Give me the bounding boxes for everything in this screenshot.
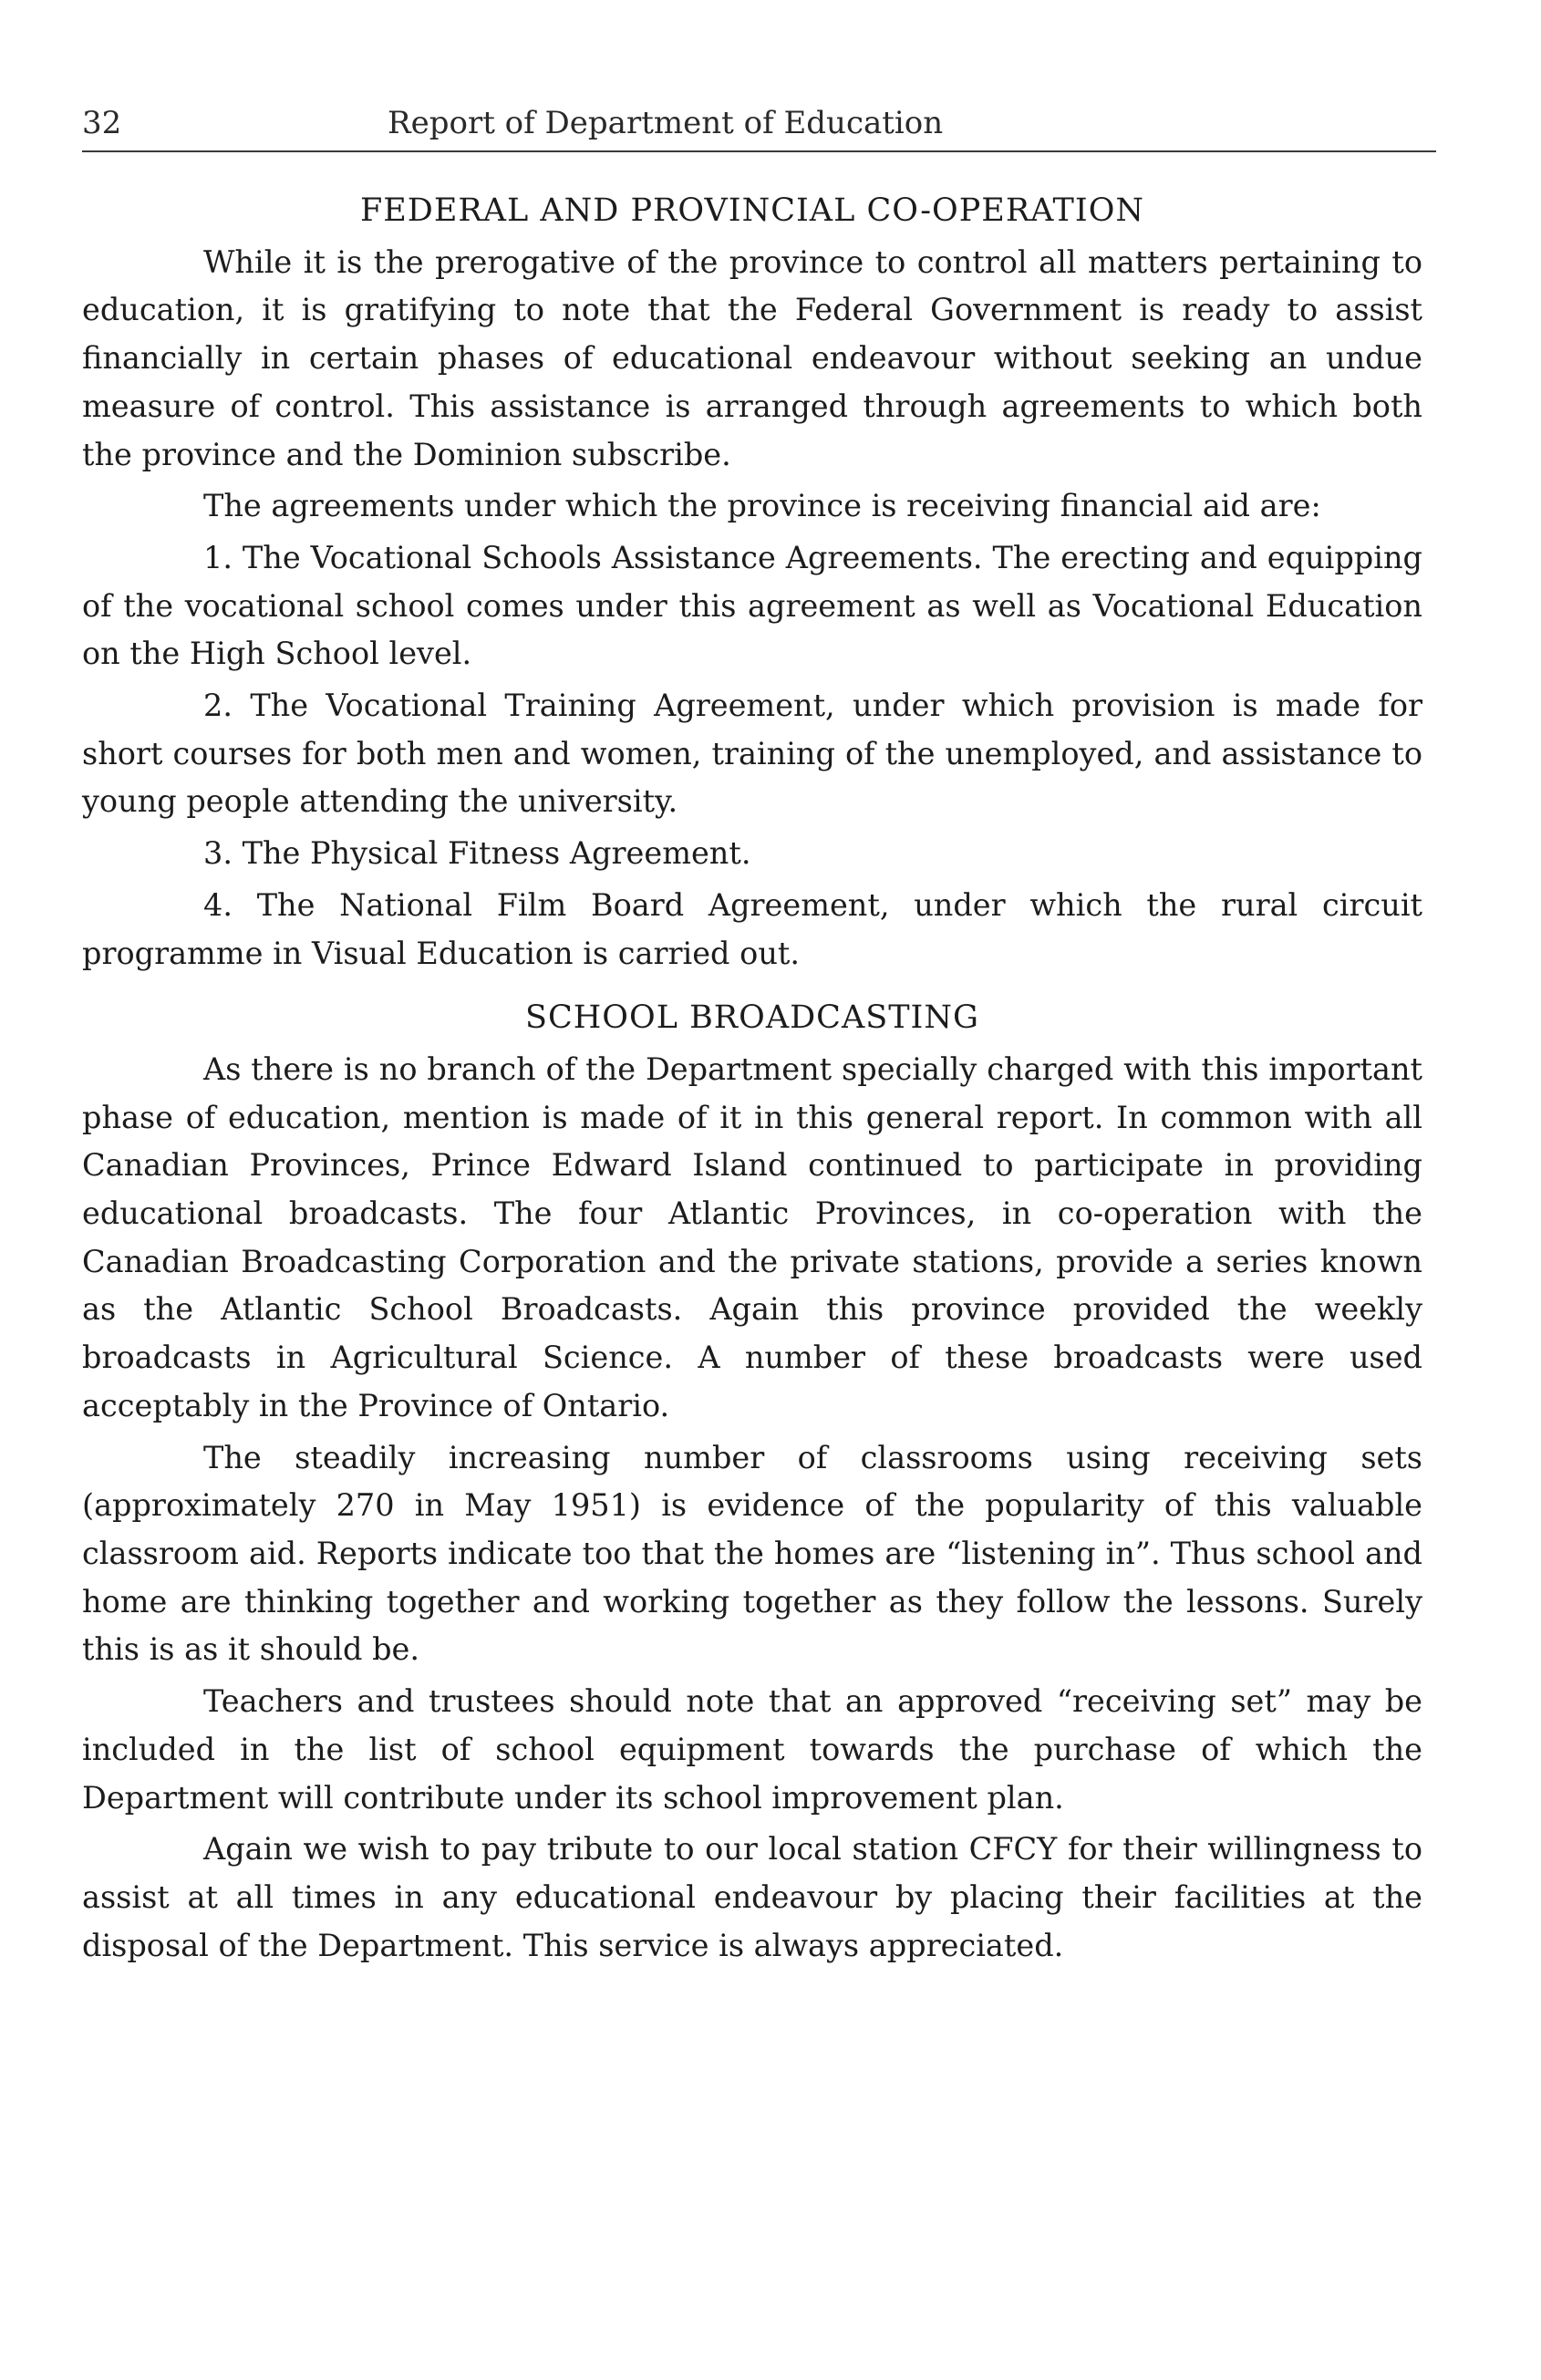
paragraph: While it is the prerogative of the province to control all matters pertaining to education, it is gratifying to note that the Federal Government is ready to assist financially in certain phases of educational endeavour without seeking an undue measure of control. This assistance is arranged through agreements to which both the province and the Dominion subscribe. [82, 243, 1422, 472]
running-head: Report of Department of Education [388, 105, 944, 141]
paragraph: The agreements under which the province is receiving financial aid are: [203, 488, 1321, 524]
paragraph: Again we wish to pay tribute to our local station CFCY for their willingness to assist at all times in any educational endeavour by placing their facilities at the disposal of the Department. This service is always appreciated. [82, 1831, 1422, 1963]
paragraph: The steadily increasing number of classrooms using receiving sets (approximately 270 in May 1951) is evidence of the popularity of this valuable classroom aid. Reports indicate too that the homes are “listening in”. Thus school and home are thinking together and working together as they follow the lessons. Surely this is as it should be. [82, 1439, 1422, 1668]
page-body [82, 187, 1422, 1970]
list-item-agreement-2: 2. The Vocational Training Agreement, under which provision is made for short courses for both men and women, training of the unemployed, and assistance to young people attending the university. [82, 688, 1422, 820]
section-heading-school-broadcasting: SCHOOL BROADCASTING [525, 999, 979, 1037]
list-item-agreement-4: 4. The National Film Board Agreement, under which the rural circuit programme in Visual Education is carried out. [82, 886, 1422, 971]
list-item-agreement-3: 3. The Physical Fitness Agreement. [203, 835, 751, 872]
list-item-agreement-1: 1. The Vocational Schools Assistance Agreements. The erecting and equipping of the vocational school comes under this agreement as well as Vocational Education on the High School level. [82, 539, 1422, 672]
paragraph: As there is no branch of the Department specially charged with this important phase of education, mention is made of it in this general report. In common with all Canadian Provinces, Prince Edward Island continued to participate in providing educational broadcasts. The four Atlantic Provinces, in co-operation with the Canadian Broadcasting Corporation and the private stations, provide a series known as the Atlantic School Broadcasts. Again this province provided the weekly broadcasts in Agricultural Science. A number of these broadcasts were used acceptably in the Province of Ontario. [82, 1050, 1422, 1423]
paragraph: Teachers and trustees should note that an approved “receiving set” may be included in the list of school equipment towards the purchase of which the Department will contribute under its school improvement plan. [82, 1683, 1422, 1816]
section-heading-federal-provincial: FEDERAL AND PROVINCIAL CO-OPERATION [359, 192, 1145, 229]
page-number: 32 [82, 105, 122, 141]
header-rule [82, 150, 1436, 152]
